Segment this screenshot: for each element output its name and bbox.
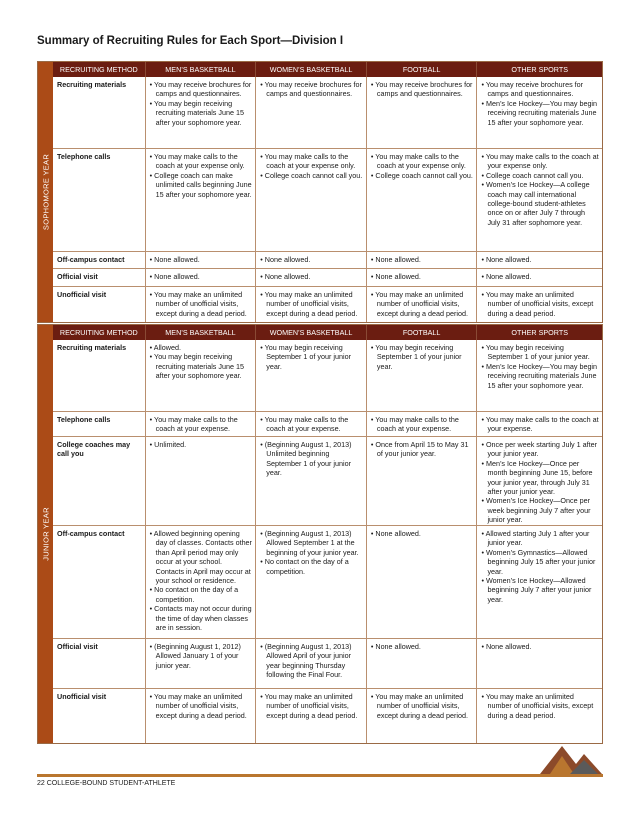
rule-cell: [145, 412, 256, 436]
rule-cell: [366, 269, 477, 286]
header-recruiting-method: RECRUITING METHOD: [59, 328, 138, 337]
page-title: Summary of Recruiting Rules for Each Sport—Division I: [37, 35, 344, 47]
rule-cell: [145, 149, 256, 251]
rule-cell: [145, 252, 256, 268]
rule-bullet: • You may make an unlimited number of unofficial visits, except during a dead period.: [149, 692, 247, 720]
recruiting-method-cell: Telephone calls: [57, 152, 111, 161]
rule-bullet: • You may receive brochures for camps and questionnaires.: [481, 80, 584, 99]
rule-bullet: • College coach cannot call you.: [260, 170, 363, 180]
sophomore-year-table: [37, 61, 603, 323]
header-recruiting-method: RECRUITING METHOD: [59, 65, 138, 74]
rule-cell: [476, 437, 602, 525]
table-row: [53, 688, 602, 743]
mountain-logo-icon: [540, 740, 602, 776]
table-row: [53, 411, 602, 436]
rule-bullet: • None allowed.: [370, 272, 421, 281]
rule-bullet: • You may begin receiving recruiting materials June 15 after your sophomore year.: [149, 352, 244, 381]
header-womens-basketball: WOMEN’S BASKETBALL: [255, 62, 366, 77]
rule-bullet: • You may make calls to the coach at your expense.: [149, 415, 238, 434]
rule-cell: [476, 340, 602, 411]
rule-bullet: • No contact on the day of a competition.: [149, 585, 239, 604]
rule-cell: [366, 149, 477, 251]
rule-bullet: • Once from April 15 to May 31 of your junior year.: [370, 440, 469, 459]
rule-cell: [145, 689, 256, 743]
rule-bullet: • Women’s Ice Hockey—Allowed beginning July 7 after your junior year.: [481, 576, 592, 604]
rule-bullet: • None allowed.: [260, 272, 311, 281]
rule-bullet: • None allowed.: [370, 529, 421, 538]
rule-bullet: • (Beginning August 1, 2013) Unlimited beginning September 1 of your junior year.: [260, 440, 352, 478]
rule-bullet: • None allowed.: [370, 642, 421, 651]
rule-bullet: • You may receive brochures for camps and questionnaires.: [260, 80, 362, 99]
rule-bullet: • You may make calls to the coach at your expense only.: [260, 152, 356, 171]
rule-cell: [366, 340, 477, 411]
rule-cell: [476, 269, 602, 286]
sophomore-rows: [53, 77, 602, 322]
rule-bullet: • You may make calls to the coach at your expense only.: [149, 152, 245, 171]
rule-cell: [476, 149, 602, 251]
rule-bullet: • You may make an unlimited number of unofficial visits, except during a dead period.: [481, 692, 594, 720]
rule-cell: [255, 639, 366, 688]
footer-rule: [37, 774, 603, 777]
rule-bullet: • None allowed.: [149, 255, 200, 264]
rule-bullet: • You may make calls to the coach at your expense only.: [370, 152, 466, 171]
rule-bullet: • None allowed.: [149, 272, 200, 281]
rule-bullet: • (Beginning August 1, 2013) Allowed April of your junior year beginning Thursday following the Final Four.: [260, 642, 352, 680]
rule-cell: [366, 252, 477, 268]
rule-cell: [255, 287, 366, 322]
rule-cell: [366, 639, 477, 688]
recruiting-method-cell: Recruiting materials: [57, 343, 127, 352]
rule-bullet: • None allowed.: [481, 255, 532, 264]
rule-bullet: • You may begin receiving September 1 of your junior year.: [260, 343, 351, 371]
rule-cell: [255, 340, 366, 411]
table-row: [53, 436, 602, 525]
header-womens-basketball: WOMEN’S BASKETBALL: [255, 325, 366, 340]
rule-cell: [255, 526, 366, 638]
table-row: [53, 268, 602, 286]
rule-cell: [255, 689, 366, 743]
rule-bullet: • You may make calls to the coach at your expense.: [260, 415, 349, 434]
table-row: [53, 340, 602, 411]
rule-cell: [476, 639, 602, 688]
rule-bullet: • Women’s Gymnastics—Allowed beginning July 15 after your junior year.: [481, 547, 596, 576]
junior-year-side-band: [38, 325, 53, 743]
rule-bullet: • You may begin receiving recruiting materials June 15 after your sophomore year.: [149, 98, 244, 127]
rule-cell: [145, 437, 256, 525]
rule-bullet: • You may make an unlimited number of unofficial visits, except during a dead period.: [149, 290, 247, 318]
recruiting-method-cell: Off-campus contact: [57, 529, 125, 538]
rule-cell: [366, 689, 477, 743]
rule-bullet: • Men’s Ice Hockey—You may begin receiving recruiting materials June 15 after your sophomore year.: [481, 361, 598, 390]
table-row: [53, 286, 602, 322]
rule-cell: [366, 526, 477, 638]
rule-bullet: • You may make an unlimited number of unofficial visits, except during a dead period.: [260, 692, 358, 720]
rule-bullet: • Women’s Ice Hockey—Once per week beginning July 7 after your junior year.: [481, 496, 591, 525]
rule-bullet: • None allowed.: [370, 255, 421, 264]
recruiting-method-cell: College coaches may call you: [57, 440, 131, 459]
rule-cell: [145, 269, 256, 286]
rule-bullet: • You may make calls to the coach at your expense.: [481, 415, 599, 434]
rule-cell: [476, 689, 602, 743]
rule-cell: [255, 149, 366, 251]
header-football: FOOTBALL: [366, 325, 477, 340]
rule-bullet: • Men’s Ice Hockey—You may begin receiving recruiting materials June 15 after your sophomore year.: [481, 98, 598, 127]
rule-bullet: • Contacts may not occur during the time of day when classes are in session.: [149, 604, 252, 633]
rule-bullet: • Unlimited.: [149, 440, 187, 449]
junior-rows: [53, 340, 602, 743]
rule-cell: [255, 269, 366, 286]
recruiting-method-cell: Official visit: [57, 272, 98, 281]
rule-bullet: • You may receive brochures for camps and questionnaires.: [370, 80, 473, 99]
rule-cell: [145, 639, 256, 688]
table-row: [53, 148, 602, 251]
rule-cell: [366, 77, 477, 148]
sophomore-year-side-band: [38, 62, 53, 322]
rule-bullet: • (Beginning August 1, 2012) Allowed January 1 of your junior year.: [149, 642, 241, 670]
rule-bullet: • You may make an unlimited number of unofficial visits, except during a dead period.: [260, 290, 358, 318]
header-mens-basketball: MEN’S BASKETBALL: [145, 62, 256, 77]
rule-cell: [145, 77, 256, 148]
rule-bullet: • You may begin receiving September 1 of your junior year.: [370, 343, 462, 371]
rule-bullet: • College coach can make unlimited calls beginning June 15 after your sophomore year.: [149, 170, 252, 199]
rule-bullet: • Once per week starting July 1 after your junior year.: [481, 440, 598, 459]
header-mens-basketball: MEN’S BASKETBALL: [145, 325, 256, 340]
header-football: FOOTBALL: [366, 62, 477, 77]
rule-bullet: • You may receive brochures for camps and questionnaires.: [149, 80, 252, 99]
recruiting-method-cell: Off-campus contact: [57, 255, 125, 264]
page-footer: 22 COLLEGE-BOUND STUDENT-ATHLETE: [37, 780, 176, 787]
rule-cell: [476, 287, 602, 322]
table-row: [53, 525, 602, 638]
rule-cell: [476, 77, 602, 148]
rule-bullet: • College coach cannot call you.: [481, 170, 584, 180]
rule-cell: [255, 77, 366, 148]
rule-cell: [255, 437, 366, 525]
rule-cell: [366, 287, 477, 322]
rule-bullet: • You may make calls to the coach at your expense.: [370, 415, 459, 434]
sophomore-year-label: SOPHOMORE YEAR: [41, 153, 50, 231]
rule-cell: [476, 526, 602, 638]
rule-cell: [255, 412, 366, 436]
rule-bullet: • Women’s Ice Hockey—A college coach may call international college-bound student-athletes once on or after July 7 through July 31 after sophomore year.: [481, 180, 590, 227]
rule-bullet: • You may make calls to the coach at your expense only.: [481, 152, 599, 171]
rule-bullet: • None allowed.: [481, 272, 532, 281]
rule-cell: [255, 252, 366, 268]
rule-bullet: • You may begin receiving September 1 of your junior year.: [481, 343, 590, 362]
rule-bullet: • Men’s Ice Hockey—Once per month beginning June 15, before your junior year, through July 31 after your junior year.: [481, 458, 593, 497]
rule-cell: [145, 526, 256, 638]
rule-bullet: • None allowed.: [260, 255, 311, 264]
rule-bullet: • You may make an unlimited number of unofficial visits, except during a dead period.: [481, 290, 594, 318]
recruiting-method-cell: Unofficial visit: [57, 290, 107, 299]
recruiting-method-cell: Official visit: [57, 642, 98, 651]
rule-cell: [366, 437, 477, 525]
rule-bullet: • Allowed.: [149, 343, 181, 352]
rule-cell: [476, 252, 602, 268]
rule-bullet: • No contact on the day of a competition.: [260, 557, 349, 576]
rule-bullet: • (Beginning August 1, 2013) Allowed September 1 at the beginning of your junior year.: [260, 529, 359, 557]
rule-cell: [366, 412, 477, 436]
rule-cell: [145, 287, 256, 322]
table-row: [53, 638, 602, 688]
rule-bullet: • Allowed starting July 1 after your junior year.: [481, 529, 590, 548]
junior-year-table: [37, 324, 603, 744]
recruiting-method-cell: Unofficial visit: [57, 692, 107, 701]
recruiting-method-cell: Recruiting materials: [57, 80, 127, 89]
table-row: [53, 251, 602, 268]
header-other-sports: OTHER SPORTS: [476, 62, 602, 77]
rule-cell: [145, 340, 256, 411]
header-other-sports: OTHER SPORTS: [476, 325, 602, 340]
junior-year-label: JUNIOR YEAR: [41, 507, 50, 561]
rule-bullet: • You may make an unlimited number of unofficial visits, except during a dead period.: [370, 290, 468, 318]
rule-bullet: • None allowed.: [481, 642, 532, 651]
rule-bullet: • College coach cannot call you.: [370, 170, 473, 180]
rule-cell: [476, 412, 602, 436]
recruiting-method-cell: Telephone calls: [57, 415, 111, 424]
table-header: [53, 62, 602, 77]
table-row: [53, 77, 602, 148]
rule-bullet: • You may make an unlimited number of unofficial visits, except during a dead period.: [370, 692, 468, 720]
table-header: [53, 325, 602, 340]
rule-bullet: • Allowed beginning opening day of classes. Contacts other than April period may only occur at your school. Contacts in April may occur at your school or residence.: [149, 529, 252, 586]
